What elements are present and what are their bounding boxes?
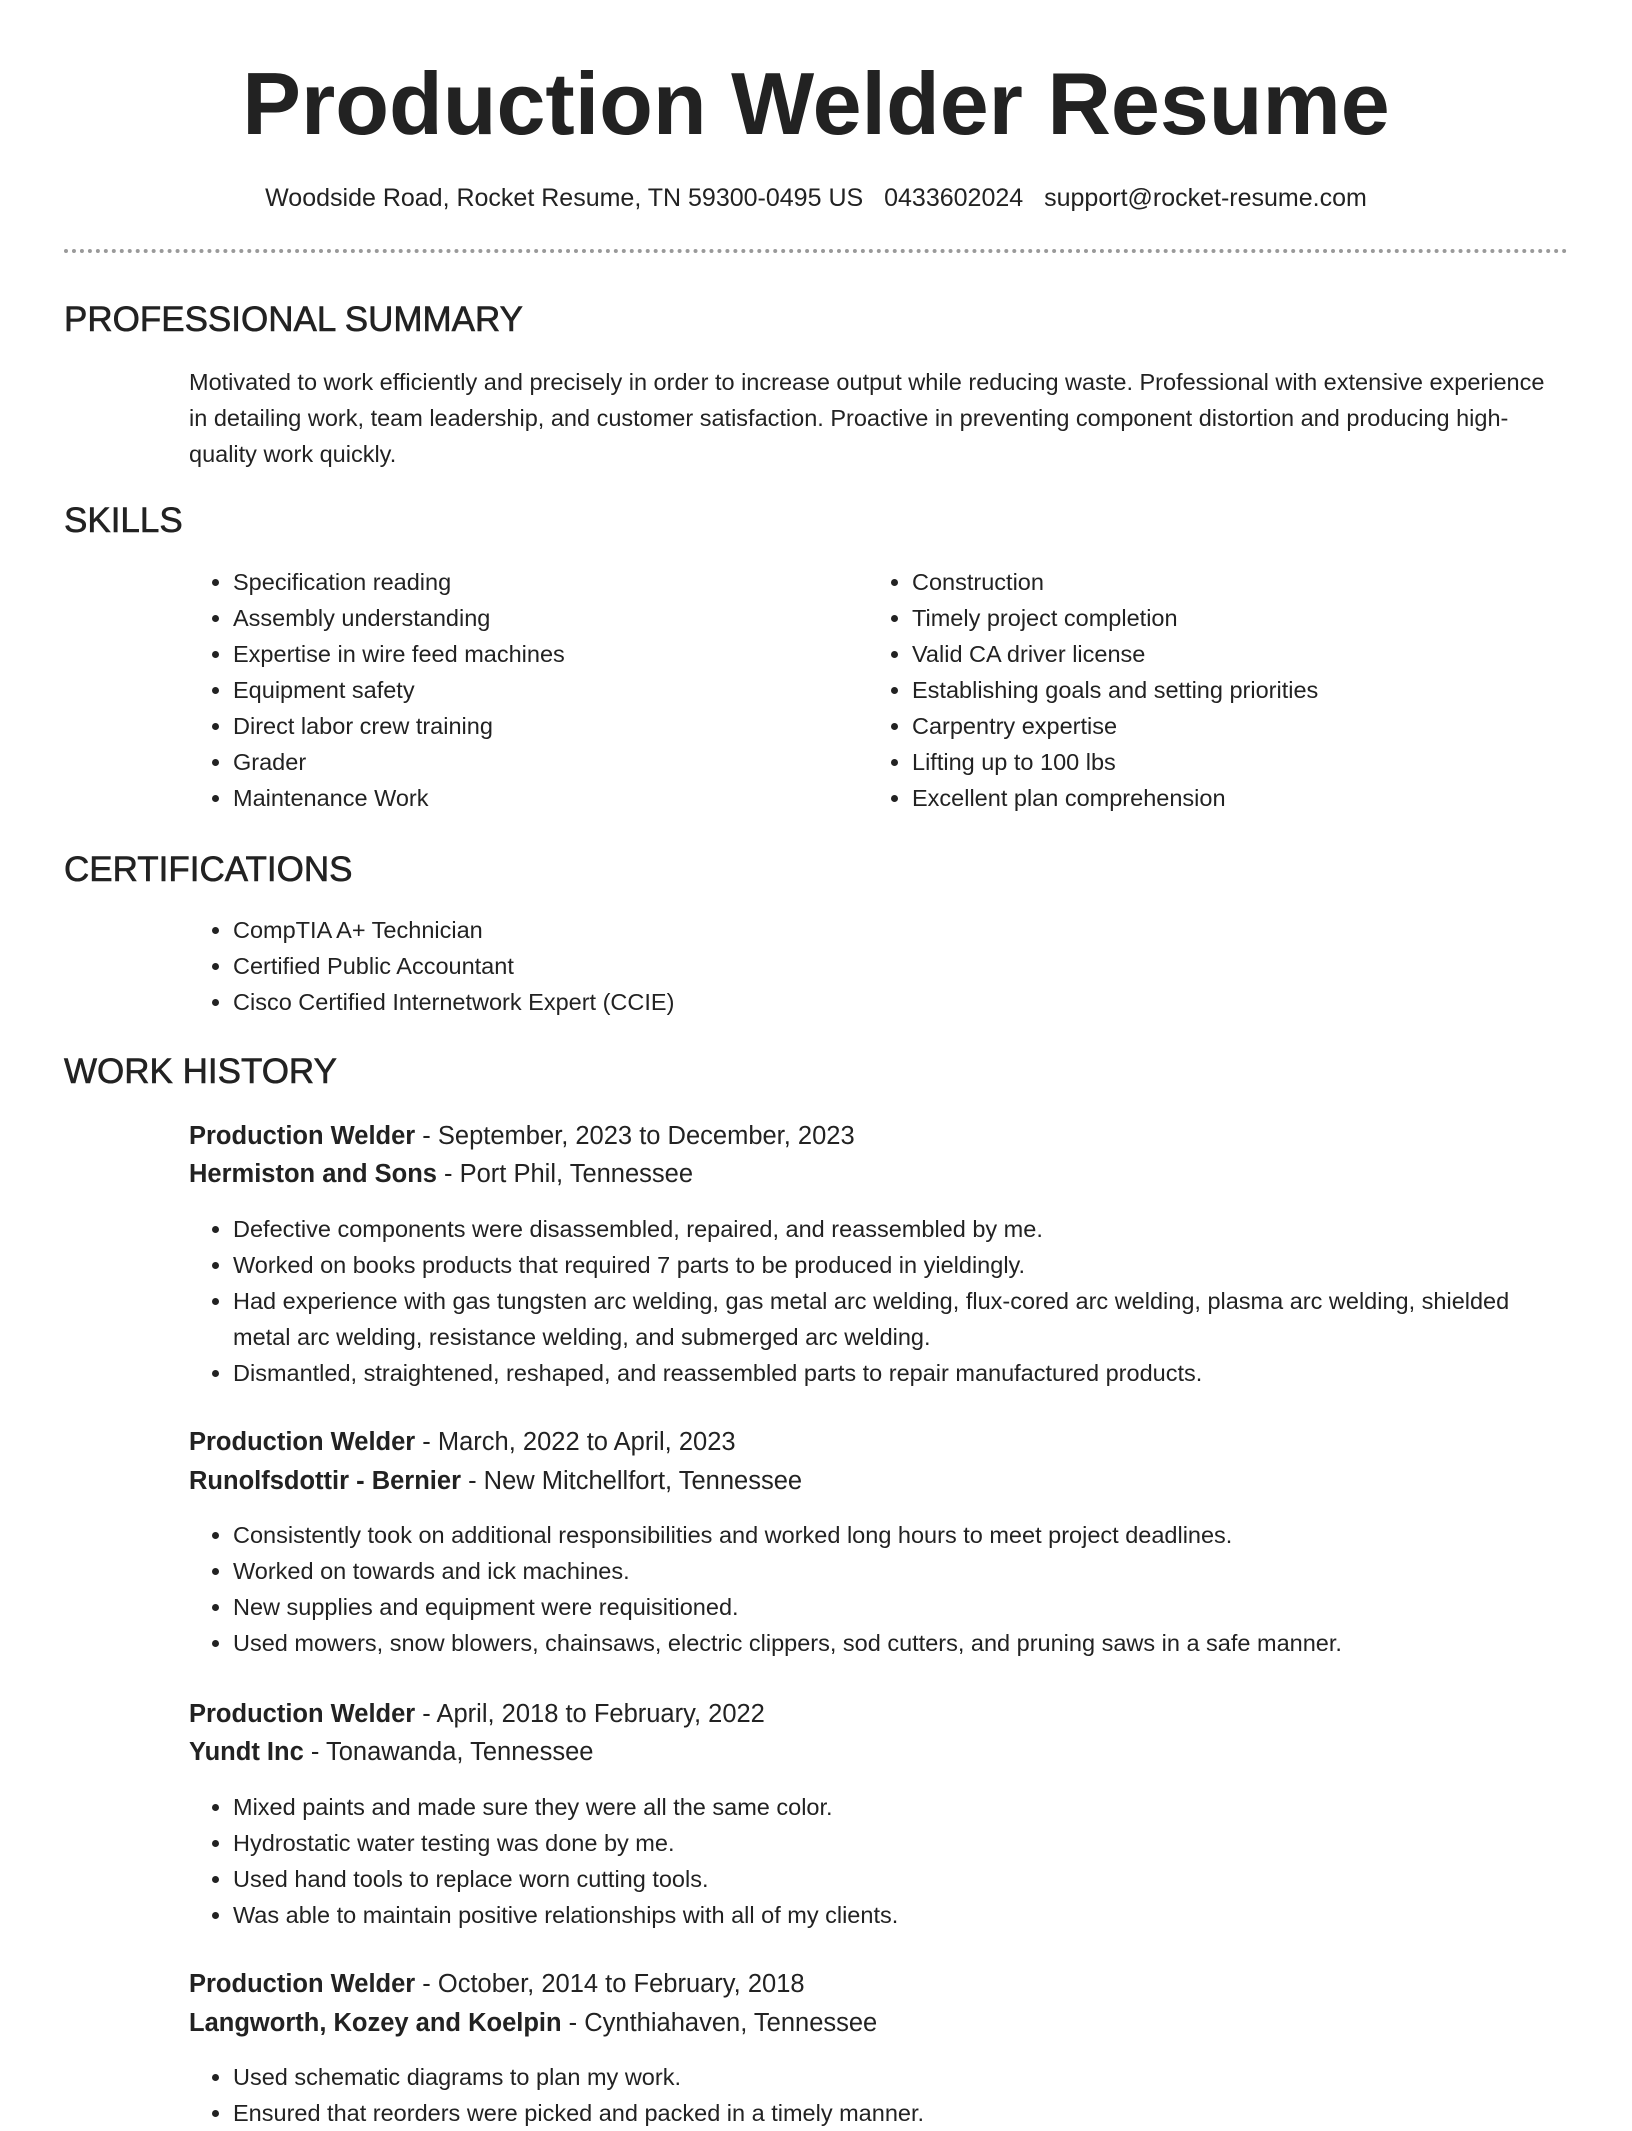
job-bullets bbox=[189, 1211, 1573, 1391]
summary-text: Motivated to work efficiently and precisely in order to increase output while reducing waste. Professional with extensive experience in detailing work, team leadership, and customer satisfaction. Proactive in preventing component distortion and producing high-quality work quickly. bbox=[189, 369, 1545, 467]
job-bullet: • Used schematic diagrams to plan my work. bbox=[233, 2059, 1573, 2095]
skill-item: • Equipment safety bbox=[233, 672, 853, 708]
job-dates: - April, 2018 to February, 2022 bbox=[415, 1700, 765, 1728]
skill-item: • Assembly understanding bbox=[233, 600, 853, 636]
job-bullet: • Worked on towards and ick machines. bbox=[233, 1553, 1573, 1589]
job-company-line bbox=[189, 2004, 877, 2042]
skill-item: • Excellent plan comprehension bbox=[912, 780, 1592, 816]
job-title-line bbox=[189, 1117, 855, 1155]
skill-item: • Timely project completion bbox=[912, 600, 1592, 636]
job-dates: - September, 2023 to December, 2023 bbox=[415, 1122, 855, 1150]
skill-item: • Carpentry expertise bbox=[912, 708, 1592, 744]
certifications-list bbox=[189, 912, 1573, 1020]
job-dates: - October, 2014 to February, 2018 bbox=[415, 1970, 805, 1998]
job-location: - Cynthiahaven, Tennessee bbox=[561, 2009, 878, 2037]
contact-phone: 0433602024 bbox=[884, 184, 1024, 212]
skill-item: • Construction bbox=[912, 564, 1592, 600]
job-dates: - March, 2022 to April, 2023 bbox=[415, 1428, 736, 1456]
job-bullet: • Had experience with gas tungsten arc welding, gas metal arc welding, flux-cored arc welding, plasma arc welding, shielded metal arc welding, resistance welding, and submerged arc welding. bbox=[233, 1283, 1573, 1355]
contact-line bbox=[0, 180, 1632, 216]
job-company-line bbox=[189, 1155, 693, 1193]
job-company: Runolfsdottir - Bernier bbox=[189, 1467, 461, 1495]
certification-item: • CompTIA A+ Technician bbox=[233, 912, 1573, 948]
skill-item: • Direct labor crew training bbox=[233, 708, 853, 744]
skill-item: • Maintenance Work bbox=[233, 780, 853, 816]
job-role: Production Welder bbox=[189, 1428, 416, 1456]
job-bullet: • Mixed paints and made sure they were all the same color. bbox=[233, 1789, 1573, 1825]
job-title-line bbox=[189, 1965, 805, 2003]
job-bullet: • Hydrostatic water testing was done by me. bbox=[233, 1825, 1573, 1861]
contact-email: support@rocket-resume.com bbox=[1044, 184, 1367, 212]
job-title-line bbox=[189, 1695, 765, 1733]
skills-heading: SKILLS bbox=[64, 501, 183, 540]
job-company: Yundt Inc bbox=[189, 1738, 304, 1766]
resume-title: Production Welder Resume bbox=[242, 54, 1390, 153]
skill-item: • Establishing goals and setting priorities bbox=[912, 672, 1592, 708]
job-company-line bbox=[189, 1462, 802, 1500]
job-title-line bbox=[189, 1423, 736, 1461]
job-location: - New Mitchellfort, Tennessee bbox=[461, 1467, 803, 1495]
skills-list-right bbox=[868, 564, 1592, 816]
job-role: Production Welder bbox=[189, 1700, 416, 1728]
job-bullet: • Used mowers, snow blowers, chainsaws, electric clippers, sod cutters, and pruning saws in a safe manner. bbox=[233, 1625, 1573, 1661]
skills-list-left bbox=[189, 564, 853, 816]
skill-item: • Lifting up to 100 lbs bbox=[912, 744, 1592, 780]
job-company: Hermiston and Sons bbox=[189, 1160, 437, 1188]
job-company: Langworth, Kozey and Koelpin bbox=[189, 2009, 562, 2037]
skill-item: • Expertise in wire feed machines bbox=[233, 636, 853, 672]
job-location: - Port Phil, Tennessee bbox=[436, 1160, 694, 1188]
job-bullet: • Consistently took on additional responsibilities and worked long hours to meet project deadlines. bbox=[233, 1517, 1573, 1553]
work-history-heading: WORK HISTORY bbox=[64, 1052, 337, 1091]
job-bullet: • Was able to maintain positive relationships with all of my clients. bbox=[233, 1897, 1573, 1933]
contact-address: Woodside Road, Rocket Resume, TN 59300-0495 US bbox=[265, 184, 864, 212]
job-bullet: • Worked on books products that required 7 parts to be produced in yieldingly. bbox=[233, 1247, 1573, 1283]
job-bullet: • New supplies and equipment were requisitioned. bbox=[233, 1589, 1573, 1625]
certification-item: • Certified Public Accountant bbox=[233, 948, 1573, 984]
skill-item: • Valid CA driver license bbox=[912, 636, 1592, 672]
header-divider bbox=[64, 249, 1568, 253]
job-company-line bbox=[189, 1733, 593, 1771]
job-bullet: • Dismantled, straightened, reshaped, and reassembled parts to repair manufactured products. bbox=[233, 1355, 1573, 1391]
certification-item: • Cisco Certified Internetwork Expert (CCIE) bbox=[233, 984, 1573, 1020]
job-bullet: • Ensured that reorders were picked and packed in a timely manner. bbox=[233, 2095, 1573, 2131]
job-bullets bbox=[189, 1789, 1573, 1933]
job-bullets bbox=[189, 1517, 1573, 1661]
certifications-heading: CERTIFICATIONS bbox=[64, 850, 353, 889]
job-role: Production Welder bbox=[189, 1970, 416, 1998]
job-location: - Tonawanda, Tennessee bbox=[303, 1738, 594, 1766]
job-role: Production Welder bbox=[189, 1122, 416, 1150]
job-bullet: • Used hand tools to replace worn cutting tools. bbox=[233, 1861, 1573, 1897]
skill-item: • Grader bbox=[233, 744, 853, 780]
job-bullets bbox=[189, 2059, 1573, 2131]
summary-heading: PROFESSIONAL SUMMARY bbox=[64, 300, 523, 339]
skill-item: • Specification reading bbox=[233, 564, 853, 600]
job-bullet: • Defective components were disassembled, repaired, and reassembled by me. bbox=[233, 1211, 1573, 1247]
